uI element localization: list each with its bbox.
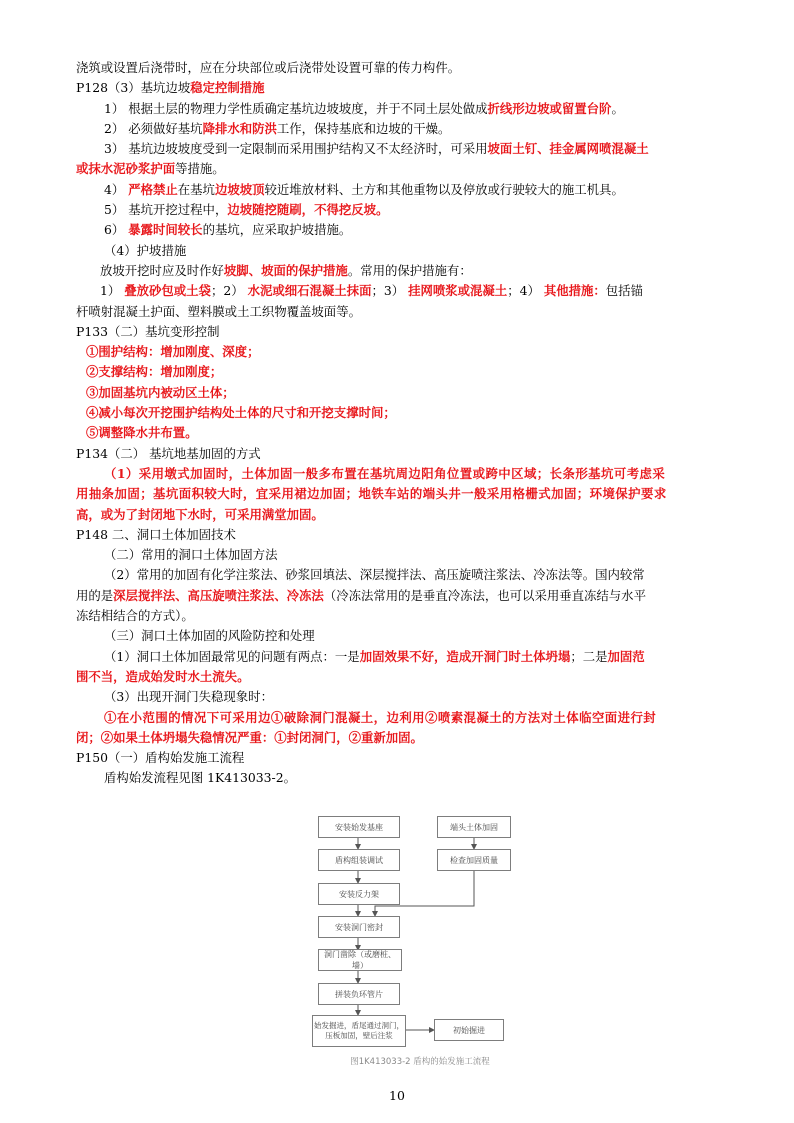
heading-p150: P150（一）盾构始发施工流程 [76,750,245,766]
heading-p134: P134（二） 基坑地基加固的方式 [76,445,261,461]
text-line: （3）出现开洞门失稳现象时： [104,689,273,705]
text-line: 冻结相结合的方式）。 [76,608,194,624]
flow-side-1: 端头土体加固 [437,816,511,838]
list-item: ①围护结构：增加刚度、深度； [86,344,260,360]
highlight: 降排水和防洪 [202,120,277,136]
text: 。常用的保护措施有： [347,262,472,278]
list-item [76,139,722,159]
flow-side-2: 检查加固质量 [437,849,511,871]
flow-step-5: 洞门凿除（或磨桩、墙） [318,949,402,971]
highlight: 水泥或细石混凝土抹面 [247,283,372,299]
highlight: 边坡坡顶 [214,181,265,197]
text: 1） [100,283,125,299]
text-line [76,586,722,606]
highlight: 或抹水泥砂浆护面 [76,161,176,177]
text-line: （1）采用墩式加固时，土体加固一般多布置在基坑周边阳角位置或跨中区域；长条形基坑可考虑采 [104,465,666,481]
text-line: 浇筑或设置后浇带时，应在分块部位或后浇带处设置可靠的传力构件。 [76,60,461,75]
text: 1） 根据土层的物理力学性质确定基坑边坡坡度，并于不同土层处做成 [104,100,488,116]
heading-p148: P148 二、洞口土体加固技术 [76,526,236,542]
highlight: 坡面土钉、挂金属网喷混凝土 [487,141,649,157]
text: 较近堆放材料、土方和其他重物以及停放或行驶较大的施工机具。 [264,181,624,197]
text: 包括锚 [605,283,643,299]
text: 4） [104,181,129,197]
text: 2） 必须做好基坑 [104,120,203,136]
highlight: 挂网喷浆或混凝土 [408,283,508,299]
text: 放坡开挖时应及时作好 [100,262,224,278]
highlight: 折线形边坡或留置台阶 [487,100,612,116]
highlight: 叠放砂包或土袋 [124,283,211,299]
text: 用的是 [76,587,114,603]
text: 在基坑 [177,181,215,197]
text-line: 杆喷射混凝土护面、塑料膜或土工织物覆盖坡面等。 [76,303,361,319]
text-line: 围不当，造成始发时水土流失。 [76,668,250,684]
flow-step-1: 安装始发基座 [318,816,400,838]
list-item: ③加固基坑内被动区土体； [86,384,235,400]
text-line: （2）常用的加固有化学注浆法、砂浆回填法、深层搅拌法、高压旋喷注浆法、冷冻法等。国内较常 [104,567,645,583]
text-line [76,261,722,281]
list-item: ⑤调整降水井布置。 [86,425,198,441]
highlight: 深层搅拌法、高压旋喷注浆法、冷冻法 [113,587,324,603]
text: （冷冻法常用的是垂直冷冻法，也可以采用垂直冻结与水平 [323,587,646,603]
text: ；2） [210,283,248,299]
heading-p128 [76,78,722,98]
highlight: 其他措施： [543,283,606,299]
text: 的基坑，应采取护坡措施。 [202,222,352,238]
list-item [76,180,722,200]
text-line [76,647,722,667]
heading-p133: P133（二）基坑变形控制 [76,323,220,339]
flow-step-3: 安装反力架 [318,883,400,905]
figure-caption: 图1K413033-2 盾构的始发施工流程 [350,1057,490,1067]
text-line: 闭；②如果土体坍塌失稳情况严重：①封闭洞门，②重新加固。 [76,729,423,745]
flow-step-8: 初始掘进 [434,1019,504,1041]
text: P128（3）基坑边坡 [76,80,191,96]
highlight: 坡脚、坡面的保护措施 [223,262,348,278]
text-line [76,281,722,301]
highlight: 严格禁止 [128,181,178,197]
highlight: 暴露时间较长 [128,222,203,238]
flow-step-7: 始发掘进，盾尾通过洞门，压板加固，壁后注浆 [312,1015,406,1047]
highlight: 稳定控制措施 [190,80,265,96]
subheading: （三）洞口土体加固的风险防控和处理 [104,628,315,644]
list-item: ②支撑结构：增加刚度； [86,364,223,380]
flow-step-6: 拼装负环管片 [318,983,400,1005]
text-line: 用抽条加固；基坑面积较大时，宜采用裙边加固；地铁车站的端头井一般采用格栅式加固；环境保护要求 [76,486,667,502]
list-item [76,220,722,240]
list-item: ④减小每次开挖围护结构处土体的尺寸和开挖支撑时间； [86,405,396,421]
text: 5） 基坑开挖过程中， [104,202,228,218]
text: ；4） [507,283,544,299]
flow-step-2: 盾构组装调试 [318,849,400,871]
text-line: ①在小范围的情况下可采用边①破除洞门混凝土，边利用②喷素混凝土的方法对土体临空面进行封 [104,709,657,725]
text: 3） 基坑边坡坡度受到一定限制而采用围护结构又不太经济时，可采用 [104,141,488,157]
flow-step-4: 安装洞门密封 [318,916,400,938]
highlight: 加固效果不好，造成开洞门时土体坍塌 [359,648,571,664]
text: 工作，保持基底和边坡的干燥。 [276,120,451,136]
list-item [76,119,722,139]
flowchart [300,808,540,1078]
text: 6） [104,222,129,238]
document-body [76,58,722,789]
subheading: （4）护坡措施 [104,242,187,258]
page-number: 10 [389,1088,405,1103]
text: ；二是 [570,648,608,664]
text: ；3） [371,283,409,299]
text: 。 [611,100,624,116]
list-item [76,200,722,220]
highlight: 加固范 [607,648,645,664]
highlight: 边坡随挖随刷，不得挖反坡。 [227,202,389,218]
text-line: 高，或为了封闭地下水时，可采用满堂加固。 [76,506,324,522]
text: 等措施。 [175,161,225,177]
text-line [76,159,722,179]
text: （1）洞口土体加固最常见的问题有两点：一是 [104,648,360,664]
subheading: （二）常用的洞口土体加固方法 [104,547,278,563]
list-item [76,99,722,119]
text-line: 盾构始发流程见图 1K413033-2。 [104,770,296,786]
